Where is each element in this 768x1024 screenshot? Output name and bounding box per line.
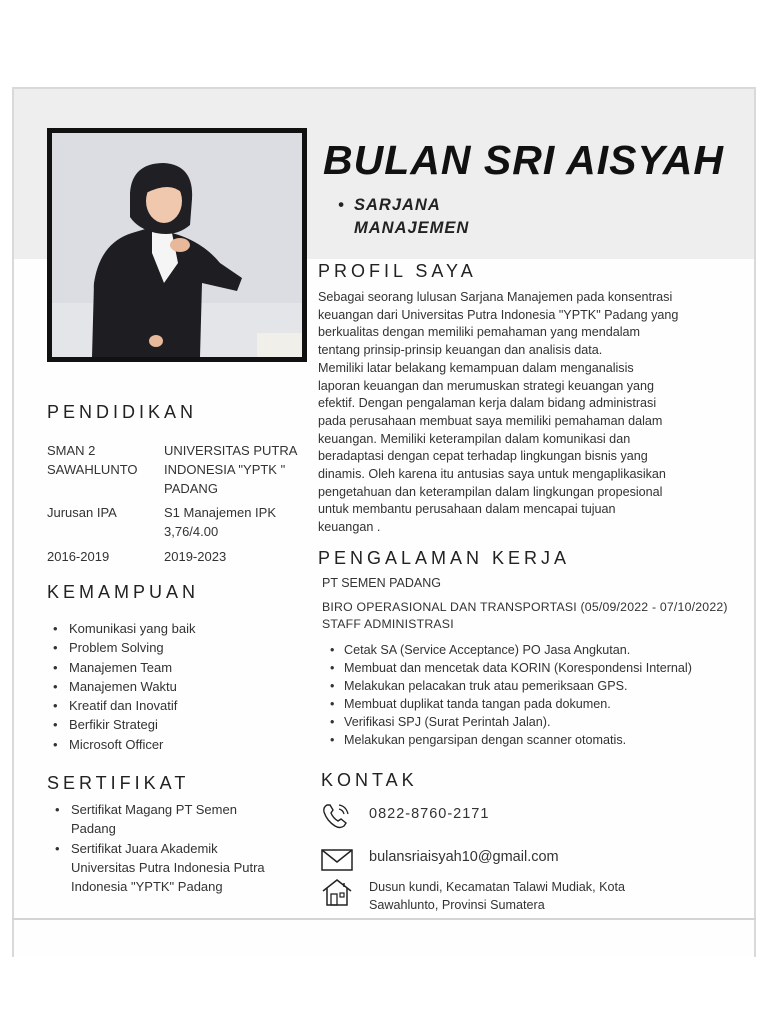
list-item: • Membuat duplikat tanda tangan pada dokumen. xyxy=(322,695,742,713)
full-name: BULAN SRI AISYAH xyxy=(323,137,724,183)
phone-icon xyxy=(320,801,354,831)
list-item: • Melakukan pelacakan truk atau pemeriksaan GPS. xyxy=(322,677,742,695)
contact-address xyxy=(369,878,625,914)
contact-email: bulansriaisyah10@gmail.com xyxy=(369,849,559,865)
list-item: • Manajemen Waktu xyxy=(47,677,287,696)
list-item: • Berfikir Strategi xyxy=(47,715,287,734)
profile-line: keuangan . xyxy=(318,520,381,535)
education-school-2: UNIVERSITAS PUTRA INDONESIA "YPTK " PADANG xyxy=(164,443,297,496)
education-years-1: 2016-2019 xyxy=(47,549,110,564)
certificates-list xyxy=(49,800,279,896)
sheet-divider xyxy=(12,918,756,920)
experience-title: PENGALAMAN KERJA xyxy=(318,548,571,568)
envelope-icon xyxy=(320,845,354,875)
profile-photo-illustration xyxy=(52,133,302,357)
profile-title: PROFIL SAYA xyxy=(318,261,477,281)
list-item: • Microsoft Officer xyxy=(47,735,287,754)
degree-line-2: MANAJEMEN xyxy=(354,219,470,237)
list-item: • Sertifikat Magang PT Semen Padang xyxy=(49,800,279,839)
education-major-1: Jurusan IPA xyxy=(47,505,117,520)
degree xyxy=(338,194,470,240)
address-line-2: Sawahlunto, Provinsi Sumatera xyxy=(369,898,545,912)
profile-line: beradaptasi dengan cepat terhadap lingkungan bisnis yang xyxy=(318,449,648,464)
degree-bullet: • xyxy=(338,196,345,214)
experience-division: BIRO OPERASIONAL DAN TRANSPORTASI (05/09/2022 - 07/10/2022) xyxy=(322,600,728,614)
profile-line: efektif. Dengan pengalaman kerja dalam bidang administrasi xyxy=(318,396,657,411)
skills-list xyxy=(47,619,287,754)
profile-line: berkualitas dengan memiliki pemahaman yang mendalam xyxy=(318,325,641,340)
house-icon xyxy=(320,877,354,907)
address-line-1: Dusun kundi, Kecamatan Talawi Mudiak, Kota xyxy=(369,880,625,894)
list-item: • Sertifikat Juara Akademik Universitas Putra Indonesia Putra Indonesia "YPTK" Padang xyxy=(49,839,279,897)
profile-line: keuangan dari Universitas Putra Indonesia "YPTK" Padang yang xyxy=(318,307,679,322)
profile-photo xyxy=(47,128,307,362)
list-item: • Manajemen Team xyxy=(47,658,287,677)
certificates-title: SERTIFIKAT xyxy=(47,773,190,793)
profile-line: untuk membantu perusahaan dalam mencapai tujuan xyxy=(318,502,616,517)
profile-line: laporan keuangan dan merumuskan strategi keuangan yang xyxy=(318,378,655,393)
profile-line: pengetahuan dan keterampilan dalam lingkungan propesional xyxy=(318,484,663,499)
experience-role: STAFF ADMINISTRASI xyxy=(322,617,454,631)
experience-duties xyxy=(322,641,742,749)
list-item: • Kreatif dan Inovatif xyxy=(47,696,287,715)
education-school-1: SMAN 2 SAWAHLUNTO xyxy=(47,443,138,477)
list-item: • Verifikasi SPJ (Surat Perintah Jalan). xyxy=(322,713,742,731)
resume-sheet xyxy=(12,87,756,957)
list-item: • Cetak SA (Service Acceptance) PO Jasa Angkutan. xyxy=(322,641,742,659)
education-title: PENDIDIKAN xyxy=(47,402,198,422)
education-years-2: 2019-2023 xyxy=(164,549,227,564)
profile-text xyxy=(318,289,753,537)
skills-title: KEMAMPUAN xyxy=(47,582,200,602)
degree-line-1: SARJANA xyxy=(354,196,441,214)
profile-line: dinamis. Oleh karena itu antusias saya untuk mengaplikasikan xyxy=(318,467,666,482)
list-item: • Problem Solving xyxy=(47,638,287,657)
profile-line: Sebagai seorang lulusan Sarjana Manajemen pada konsentrasi xyxy=(318,290,673,304)
experience-company: PT SEMEN PADANG xyxy=(322,576,442,590)
contact-phone: 0822-8760-2171 xyxy=(369,806,490,822)
profile-line: keuangan. Memiliki keterampilan dalam komunikasi dan xyxy=(318,431,631,446)
list-item: • Membuat dan mencetak data KORIN (Korespondensi Internal) xyxy=(322,659,742,677)
contact-title: KONTAK xyxy=(321,770,418,790)
profile-line: pada perusahaan membuat saya memiliki pemahaman dalam xyxy=(318,413,663,428)
profile-line: Memiliki latar belakang kemampuan dalam menganalisis xyxy=(318,360,634,375)
education-major-2: S1 Manajemen IPK 3,76/4.00 xyxy=(164,505,277,539)
list-item: • Melakukan pengarsipan dengan scanner otomatis. xyxy=(322,731,742,749)
list-item: • Komunikasi yang baik xyxy=(47,619,287,638)
profile-line: tentang prinsip-prinsip keuangan dan analisis data. xyxy=(318,343,603,358)
